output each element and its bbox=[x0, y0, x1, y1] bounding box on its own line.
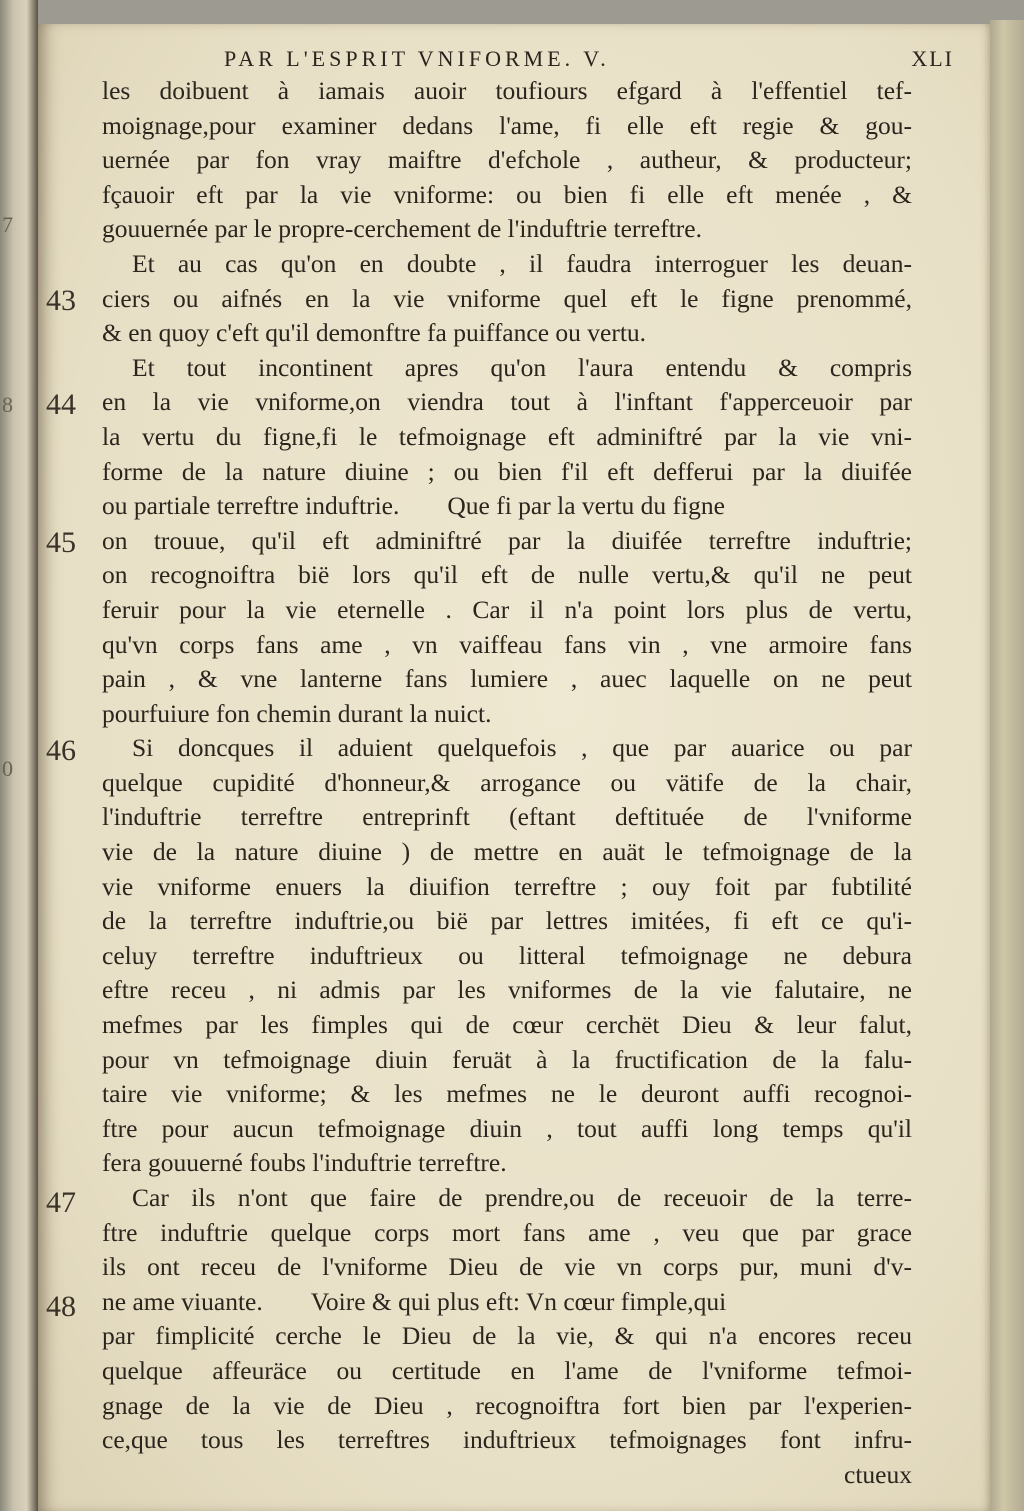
text-line: gouuernée par le propre-cerchement de l'induftrie terreftre. bbox=[102, 214, 702, 244]
text-line: la vertu du figne,fi le tefmoignage eft adminiftré par la vie vni- bbox=[102, 421, 912, 451]
verse-number: 47 bbox=[46, 1186, 76, 1219]
text-line: pain , & vne lanterne fans lumiere , auec laquelle on ne peut bbox=[102, 664, 912, 694]
text-line: vie vniforme enuers la diuifion terreftre ; ouy foit par fubtilité bbox=[102, 871, 912, 901]
page-fore-edge bbox=[990, 20, 1024, 1511]
text-line: pourfuiure fon chemin durant la nuict. bbox=[102, 698, 492, 728]
text-line: Et tout incontinent apres qu'on l'aura entendu & compris bbox=[132, 352, 912, 382]
text-line: uernée par fon vray maiftre d'efchole , autheur, & producteur; bbox=[102, 145, 912, 175]
text-segment: Que fi par la vertu du figne bbox=[447, 491, 725, 521]
book-page bbox=[38, 24, 990, 1511]
text-line: on recognoiftra bië lors qu'il eft de nulle vertu,& qu'il ne peut bbox=[102, 560, 912, 590]
text-segment: ne ame viuante. bbox=[102, 1286, 263, 1316]
text-line: quelque cupidité d'honneur,& arrogance ou vätife de la chair, bbox=[102, 767, 912, 797]
text-line: l'induftrie terreftre entreprinft (eftant deftituée de l'vniforme bbox=[102, 802, 912, 832]
text-line: & en quoy c'eft qu'il demonftre fa puiffance ou vertu. bbox=[102, 318, 647, 348]
text-line: mefmes par les fimples qui de cœur cerchët Dieu & leur falut, bbox=[102, 1010, 912, 1040]
verse-number: 46 bbox=[46, 734, 76, 767]
text-line: les doibuent à iamais auoir toufiours efgard à l'effentiel tef- bbox=[102, 76, 912, 105]
verse-number: 45 bbox=[46, 526, 76, 559]
previous-page-edge bbox=[0, 0, 38, 1511]
text-line: celuy terreftre induftrieux ou litteral tefmoignage ne debura bbox=[102, 940, 912, 970]
text-segment: ou partiale terreftre induftrie. bbox=[102, 491, 400, 521]
text-line: fçauoir eft par la vie vniforme: ou bien fi elle eft menée , & bbox=[102, 179, 912, 209]
text-line: ftre induftrie quelque corps mort fans ame , veu que par grace bbox=[102, 1217, 912, 1247]
verse-number: 48 bbox=[46, 1290, 76, 1323]
text-line: de la terreftre induftrie,ou bië par lettres imitées, fi eft ce qu'i- bbox=[102, 906, 912, 936]
text-line: forme de la nature diuine ; ou bien f'il eft defferui par la diuifée bbox=[102, 456, 912, 486]
text-line bbox=[102, 1285, 912, 1320]
text-line: par fimplicité cerche le Dieu de la vie, & qui n'a encores receu bbox=[102, 1321, 912, 1351]
verse-number: 43 bbox=[46, 284, 76, 317]
text-line: fera gouuerné foubs l'induftrie terreftre. bbox=[102, 1148, 507, 1178]
text-line: quelque affeuräce ou certitude en l'ame de l'vniforme tefmoi- bbox=[102, 1355, 912, 1385]
text-line: ftre pour aucun tefmoignage diuin , tout auffi long temps qu'il bbox=[102, 1113, 912, 1143]
text-segment: Voire & qui plus eft: Vn cœur fimple,qui bbox=[310, 1286, 727, 1316]
body-text bbox=[46, 74, 912, 1492]
text-line: feruir pour la vie eternelle . Car il n'a point lors plus de vertu, bbox=[102, 594, 912, 624]
running-head-title: PAR L'ESPRIT VNIFORME. V. bbox=[224, 46, 610, 71]
verse-number: 44 bbox=[46, 388, 76, 421]
text-line: pour vn tefmoignage diuin feruät à la fructification de la falu- bbox=[102, 1044, 912, 1074]
previous-page-edge-digit: 0 bbox=[2, 756, 13, 781]
folio-number: XLI bbox=[911, 46, 954, 71]
text-line: ciers ou aifnés en la vie vniforme quel eft le figne prenommé, bbox=[102, 283, 912, 313]
text-line: taire vie vniforme; & les mefmes ne le deuront auffi recognoi- bbox=[102, 1079, 912, 1109]
previous-page-edge-digit: 8 bbox=[2, 392, 13, 417]
text-line: en la vie vniforme,on viendra tout à l'inftant f'apperceuoir par bbox=[102, 387, 912, 417]
text-line bbox=[102, 489, 912, 524]
text-line: eftre receu , ni admis par les vniformes de la vie falutaire, ne bbox=[102, 975, 912, 1005]
catchword: ctueux bbox=[844, 1459, 912, 1489]
text-line: qu'vn corps fans ame , vn vaiffeau fans vin , vne armoire fans bbox=[102, 629, 912, 659]
previous-page-edge-digit: 7 bbox=[2, 212, 13, 237]
text-line: ce,que tous les terreftres induftrieux tefmoignages font infru- bbox=[102, 1425, 912, 1455]
text-line: moignage,pour examiner dedans l'ame, fi elle eft regie & gou- bbox=[102, 110, 912, 140]
text-line: Et au cas qu'on en doubte , il faudra interroguer les deuan- bbox=[132, 248, 912, 278]
text-line: Car ils n'ont que faire de prendre,ou de receuoir de la terre- bbox=[132, 1183, 912, 1212]
text-line: on trouue, qu'il eft adminiftré par la diuifée terreftre induftrie; bbox=[102, 525, 912, 555]
text-line: Si doncques il aduient quelquefois , que par auarice ou par bbox=[132, 733, 912, 763]
text-line: gnage de la vie de Dieu , recognoiftra fort bien par l'experien- bbox=[102, 1390, 912, 1420]
text-line: vie de la nature diuine ) de mettre en auät le tefmoignage de la bbox=[102, 837, 912, 867]
text-line: ils ont receu de l'vniforme Dieu de vie vn corps pur, muni d'v- bbox=[102, 1252, 912, 1282]
